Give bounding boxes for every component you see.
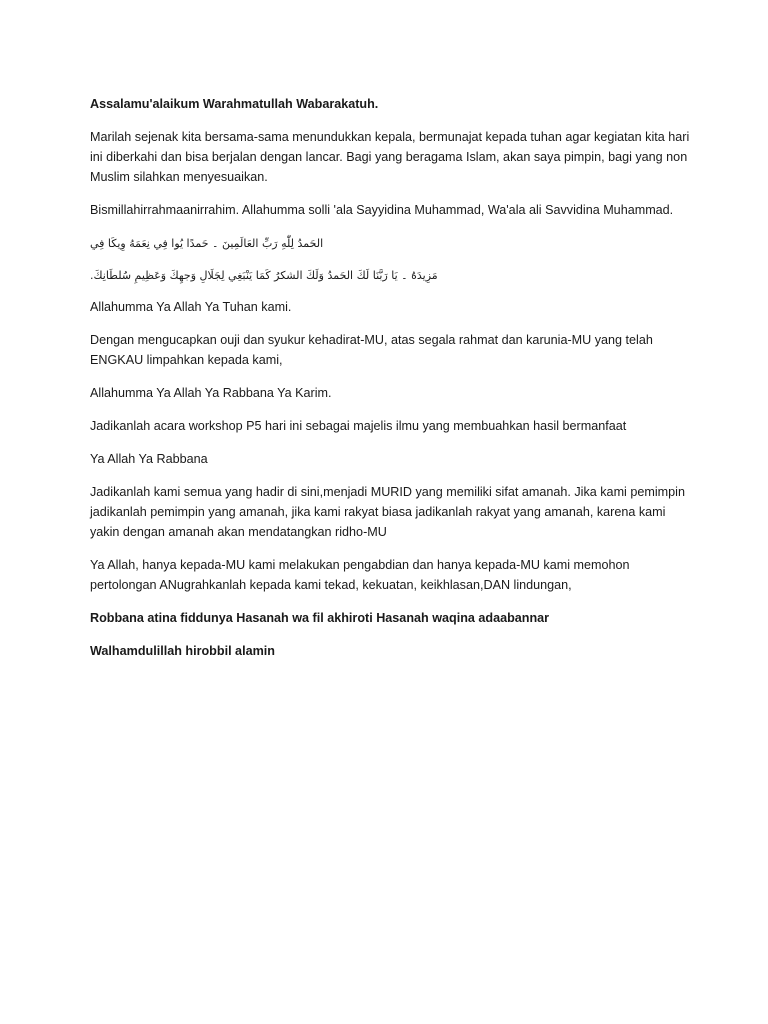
prayer-paragraph-1: Allahumma Ya Allah Ya Tuhan kami. [90, 300, 292, 314]
greeting-line: Assalamu'alaikum Warahmatullah Wabarakatuh. [90, 97, 379, 111]
prayer-paragraph-7: Ya Allah, hanya kepada-MU kami melakukan pengabdian dan hanya kepada-MU kami memohon pertolongan ANugrahkanlah kepada kami tekad, kekuatan, keikhlasan,DAN lindungan, [90, 558, 630, 592]
intro-paragraph: Marilah sejenak kita bersama-sama menundukkan kepala, bermunajat kepada tuhan agar kegiatan kita hari ini diberkahi dan bisa berjalan dengan lancar. Bagi yang beragama Islam, akan saya pimpin, bagi yang non Muslim silahkan menyesuaikan. [90, 130, 690, 184]
closing-prayer-line: Robbana atina fiddunya Hasanah wa fil akhiroti Hasanah waqina adaabannar [90, 611, 550, 625]
prayer-paragraph-5: Ya Allah Ya Rabbana [90, 452, 208, 466]
prayer-paragraph-3: Allahumma Ya Allah Ya Rabbana Ya Karim. [90, 386, 332, 400]
closing-line: Walhamdulillah hirobbil alamin [90, 644, 275, 658]
arabic-prayer-line-2: مَزِيدَهُ ۔ يَا رَبَّنَا لَكَ الحَمدُ وَلَكَ الشكرُ كَمَا يَنْبَغِي لِجَلَالِ وَجهِكَ وَعَظِيمِ سُلطَانِكَ. [90, 269, 438, 282]
bismillah-paragraph: Bismillahirrahmaanirrahim. Allahumma solli 'ala Sayyidina Muhammad, Wa'ala ali Savvidina Muhammad. [90, 203, 674, 217]
arabic-prayer-line-1: الحَمدُ لِلّٰهِ رَبِّ العَالَمِينَ ۔ حَمدًا يُوا فِي نِعَمَهُ وِيكَا فِي [90, 237, 324, 250]
document-body [90, 94, 690, 674]
prayer-paragraph-2: Dengan mengucapkan ouji dan syukur kehadirat-MU, atas segala rahmat dan karunia-MU yang telah ENGKAU limpahkan kepada kami, [90, 333, 653, 367]
prayer-paragraph-6: Jadikanlah kami semua yang hadir di sini,menjadi MURID yang memiliki sifat amanah. Jika kami pemimpin jadikanlah pemimpin yang amanah, jika kami rakyat biasa jadikanlah rakyat yang amanah, karena kami yakin dengan amanah akan mendatangkan ridho-MU [90, 485, 685, 539]
prayer-paragraph-4: Jadikanlah acara workshop P5 hari ini sebagai majelis ilmu yang membuahkan hasil bermanfaat [90, 419, 627, 433]
